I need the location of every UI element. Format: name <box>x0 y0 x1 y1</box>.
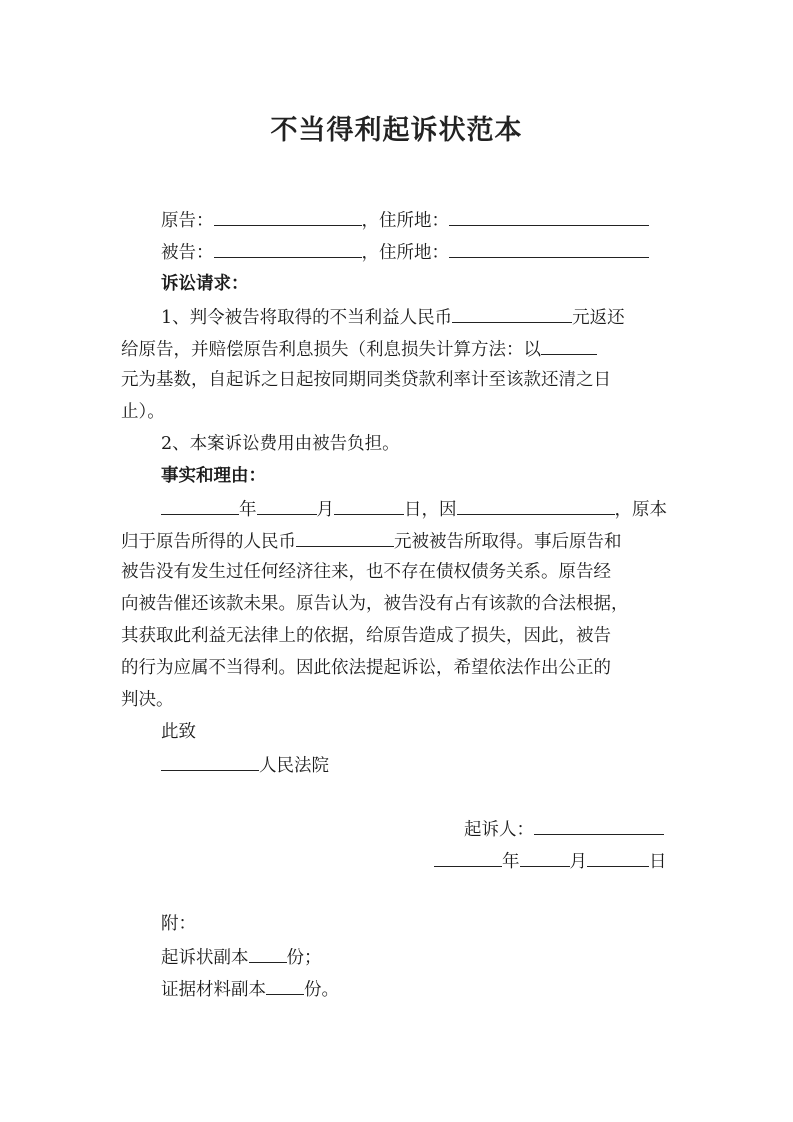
facts-line-5: 其获取此利益无法律上的依据，给原告造成了损失，因此，被告 <box>121 626 611 646</box>
attachment-2-count-blank[interactable] <box>266 972 304 995</box>
claim-1-line-1 <box>161 300 625 334</box>
claim-1-text-c: 给原告，并赔偿原告利息损失（利息损失计算方法：以 <box>121 340 541 360</box>
attachment-1-text: 起诉状副本 <box>161 948 249 968</box>
facts-amount-blank[interactable] <box>296 524 394 547</box>
attachment-2 <box>161 972 339 1006</box>
plaintiff-label: 原告： <box>161 211 214 231</box>
plaintiff-address-blank[interactable] <box>449 203 649 226</box>
facts-originally: ，原本 <box>614 500 667 520</box>
claim-1-text-a: 1、判令被告将取得的不当利益人民币 <box>161 308 453 328</box>
facts-line-1 <box>161 492 667 526</box>
defendant-label: 被告： <box>161 243 214 263</box>
attachment-1-unit: 份； <box>286 948 322 968</box>
sign-month-label: 月 <box>569 852 587 872</box>
facts-year-blank[interactable] <box>161 492 239 515</box>
facts-year-label: 年 <box>239 500 257 520</box>
claim-1-line-3: 元为基数，自起诉之日起按同期同类贷款利率计至该款还清之日 <box>121 370 611 390</box>
facts-text-2a: 归于原告所得的人民币 <box>121 532 296 552</box>
facts-line-3: 被告没有发生过任何经济往来，也不存在债权债务关系。原告经 <box>121 562 611 582</box>
attachment-1-count-blank[interactable] <box>249 940 287 963</box>
attachment-1 <box>161 940 322 974</box>
facts-heading: 事实和理由： <box>161 466 266 486</box>
facts-text-2b: 元被被告所取得。事后原告和 <box>394 532 622 552</box>
facts-line-2 <box>121 524 622 558</box>
plaintiff-name-blank[interactable] <box>214 203 362 226</box>
facts-month-blank[interactable] <box>257 492 317 515</box>
sign-year-label: 年 <box>502 852 520 872</box>
sign-day-blank[interactable] <box>587 844 649 867</box>
document-title: 不当得利起诉状范本 <box>270 115 523 146</box>
plaintiff-signature-row <box>464 812 664 846</box>
claim-2: 2、本案诉讼费用由被告负担。 <box>161 434 400 454</box>
sign-year-blank[interactable] <box>434 844 502 867</box>
defendant-address-label: ，住所地： <box>361 243 449 263</box>
court-line <box>161 748 329 782</box>
facts-month-label: 月 <box>316 500 334 520</box>
claims-heading: 诉讼请求： <box>161 274 249 294</box>
plaintiff-address-label: ，住所地： <box>361 211 449 231</box>
facts-day-blank[interactable] <box>334 492 404 515</box>
defendant-name-blank[interactable] <box>214 235 362 258</box>
court-label: 人民法院 <box>259 756 329 776</box>
facts-reason-blank[interactable] <box>457 492 615 515</box>
interest-base-blank[interactable] <box>541 332 597 355</box>
facts-line-6: 的行为应属不当得利。因此依法提起诉讼，希望依法作出公正的 <box>121 658 611 678</box>
claim-1-line-2 <box>121 332 597 366</box>
plaintiff-row <box>161 203 649 237</box>
defendant-row <box>161 235 649 269</box>
plaintiff-sign-label: 起诉人： <box>464 820 534 840</box>
attachment-2-text: 证据材料副本 <box>161 980 266 1000</box>
defendant-address-blank[interactable] <box>449 235 649 258</box>
sign-month-blank[interactable] <box>520 844 570 867</box>
sign-date-row <box>434 844 667 878</box>
attachment-2-unit: 份。 <box>304 980 339 1000</box>
court-name-blank[interactable] <box>161 748 259 771</box>
facts-line-4: 向被告催还该款未果。原告认为，被告没有占有该款的合法根据， <box>121 594 629 614</box>
facts-day-label: 日，因 <box>404 500 457 520</box>
unjust-amount-blank[interactable] <box>452 300 572 323</box>
claim-1-text-b: 元返还 <box>572 308 625 328</box>
closing-to: 此致 <box>161 722 196 742</box>
attachments-label: 附： <box>161 914 196 934</box>
facts-line-7: 判决。 <box>121 690 174 710</box>
plaintiff-sign-blank[interactable] <box>534 812 664 835</box>
sign-day-label: 日 <box>649 852 667 872</box>
claim-1-line-4: 止）。 <box>121 402 165 422</box>
